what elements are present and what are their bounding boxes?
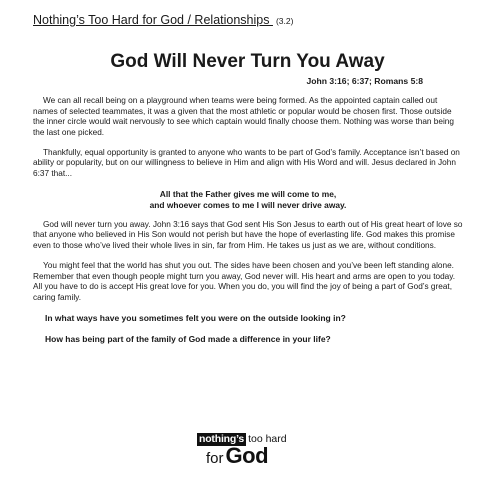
- quote-line-2: and whoever comes to me I will never drive away.: [149, 199, 347, 210]
- logo-god: God: [225, 443, 269, 468]
- quote-line-1: All that the Father gives me will come to me,: [159, 189, 337, 200]
- paragraph-1: We can all recall being on a playground when teams were being formed. As the appointed captain called out names of selected teammates, it was a given that the most athletic or popular would be chosen first. Those outside the inner circle would wait nervously to see which captain would finally choose them. Nothing was worse than being the last one picked.: [33, 96, 454, 137]
- page-header: [33, 13, 293, 27]
- scripture-quote: [33, 189, 463, 210]
- brand-logo: [197, 433, 307, 473]
- header-code: (3.2): [275, 16, 294, 26]
- paragraph-2: Thankfully, equal opportunity is granted to anyone who wants to be part of God’s family. Acceptance isn’t based on ability or popularity, but on our willingness to believe in Him and align with His Word and will. Jesus declared in John 6:37 that...: [33, 147, 460, 179]
- paragraph-4: You might feel that the world has shut you out. The sides have been chosen and you’ve been left standing alone. Remember that even though people might turn you away, God never will. His heart and arms are open to you today. All you have to do is accept His great love for you. When you do, you will find the joy of being a part of God’s great, caring family.: [33, 261, 456, 302]
- scripture-references: John 3:16; 6:37; Romans 5:8: [306, 76, 423, 86]
- devotional-body: [33, 96, 463, 355]
- header-title: Nothing’s Too Hard for God / Relationships: [33, 13, 270, 27]
- logo-too-hard: too hard: [248, 433, 287, 445]
- reflection-question-1: In what ways have you sometimes felt you were on the outside looking in?: [45, 313, 346, 323]
- logo-nothings: nothing’s: [199, 433, 245, 445]
- logo-for: for: [206, 450, 224, 467]
- paragraph-3: God will never turn you away. John 3:16 says that God sent His Son Jesus to earth out of His great heart of love so that anyone who believed in His Son would not perish but have the hope of everlasting life. God makes this promise even to those who’ve lived their whole lives in sin, far from Him. He takes us just as we are, without conditions.: [33, 219, 463, 251]
- devotional-title: God Will Never Turn You Away: [110, 51, 385, 72]
- reflection-question-2: How has being part of the family of God made a difference in your life?: [45, 334, 331, 345]
- logo-bottom-line: [206, 443, 268, 469]
